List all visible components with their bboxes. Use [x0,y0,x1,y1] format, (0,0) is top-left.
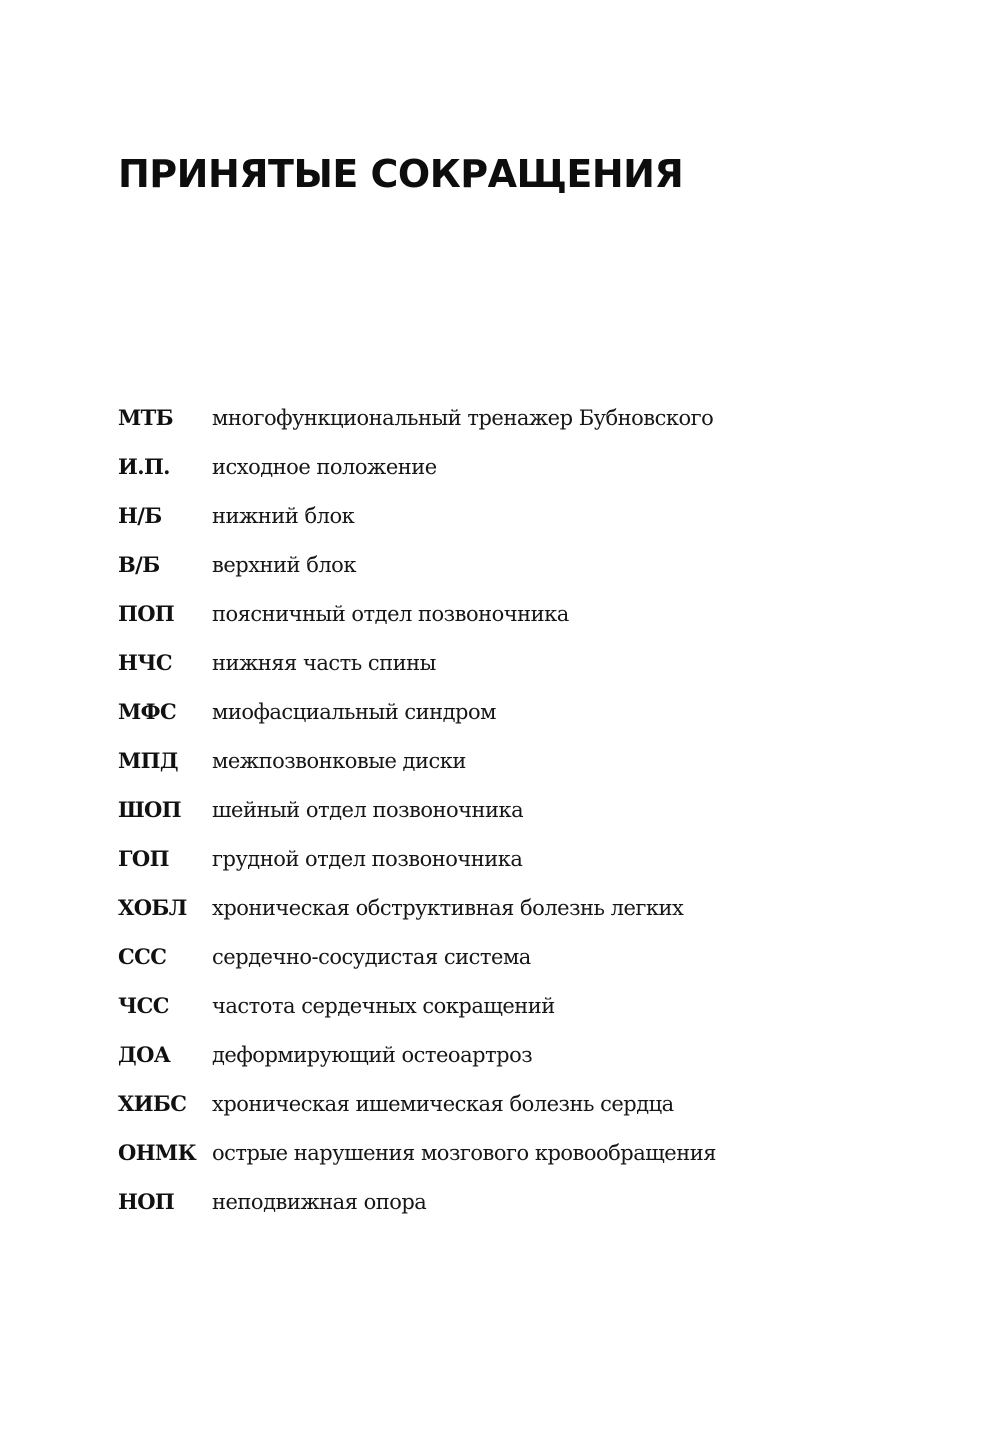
abbreviation-row [118,741,878,790]
abbreviation-definition: сердечно-сосудистая система [212,945,531,969]
abbreviation-term: Н/Б [118,503,162,528]
abbreviation-row [118,643,878,692]
abbreviation-term: И.П. [118,454,170,479]
abbreviation-term: ОНМК [118,1140,197,1165]
abbreviation-definition: исходное положение [212,455,437,479]
abbreviation-row [118,1133,878,1182]
abbreviation-term: МТБ [118,405,174,430]
abbreviation-term: МФС [118,699,177,724]
abbreviation-definition: деформирующий остеоартроз [212,1043,533,1067]
abbreviation-term: ШОП [118,797,181,822]
abbreviation-term: МПД [118,748,178,773]
abbreviation-definition: острые нарушения мозгового кровообращения [212,1141,716,1165]
abbreviation-term: В/Б [118,552,160,577]
abbreviation-term: ПОП [118,601,175,626]
abbreviation-row [118,692,878,741]
abbreviation-definition: поясничный отдел позвоночника [212,602,569,626]
abbreviation-row [118,1182,878,1231]
abbreviation-definition: неподвижная опора [212,1190,427,1214]
abbreviation-term: ГОП [118,846,169,871]
abbreviation-row [118,496,878,545]
abbreviation-definition: межпозвонковые диски [212,749,466,773]
abbreviation-row [118,937,878,986]
abbreviation-row [118,986,878,1035]
abbreviation-term: ЧСС [118,993,169,1018]
abbreviation-row [118,1084,878,1133]
abbreviation-row [118,447,878,496]
abbreviation-definition: нижняя часть спины [212,651,436,675]
abbreviation-term: ДОА [118,1042,171,1067]
abbreviation-row [118,545,878,594]
abbreviation-term: ХИБС [118,1091,187,1116]
abbreviation-list [118,398,878,1231]
abbreviation-row [118,398,878,447]
abbreviation-definition: грудной отдел позвоночника [212,847,523,871]
abbreviation-row [118,839,878,888]
abbreviation-term: ССС [118,944,167,969]
abbreviation-definition: нижний блок [212,504,355,528]
abbreviation-term: НОП [118,1189,175,1214]
abbreviation-term: ХОБЛ [118,895,187,920]
abbreviation-definition: верхний блок [212,553,356,577]
abbreviation-row [118,888,878,937]
abbreviation-term: НЧС [118,650,172,675]
abbreviation-row [118,790,878,839]
abbreviation-definition: миофасциальный синдром [212,700,496,724]
abbreviation-definition: хроническая ишемическая болезнь сердца [212,1092,674,1116]
page-title: ПРИНЯТЫЕ СОКРАЩЕНИЯ [118,152,684,196]
abbreviation-row [118,1035,878,1084]
abbreviation-definition: шейный отдел позвоночника [212,798,524,822]
abbreviation-definition: частота сердечных сокращений [212,994,555,1018]
abbreviation-row [118,594,878,643]
abbreviation-definition: многофункциональный тренажер Бубновского [212,406,714,430]
abbreviation-definition: хроническая обструктивная болезнь легких [212,896,684,920]
